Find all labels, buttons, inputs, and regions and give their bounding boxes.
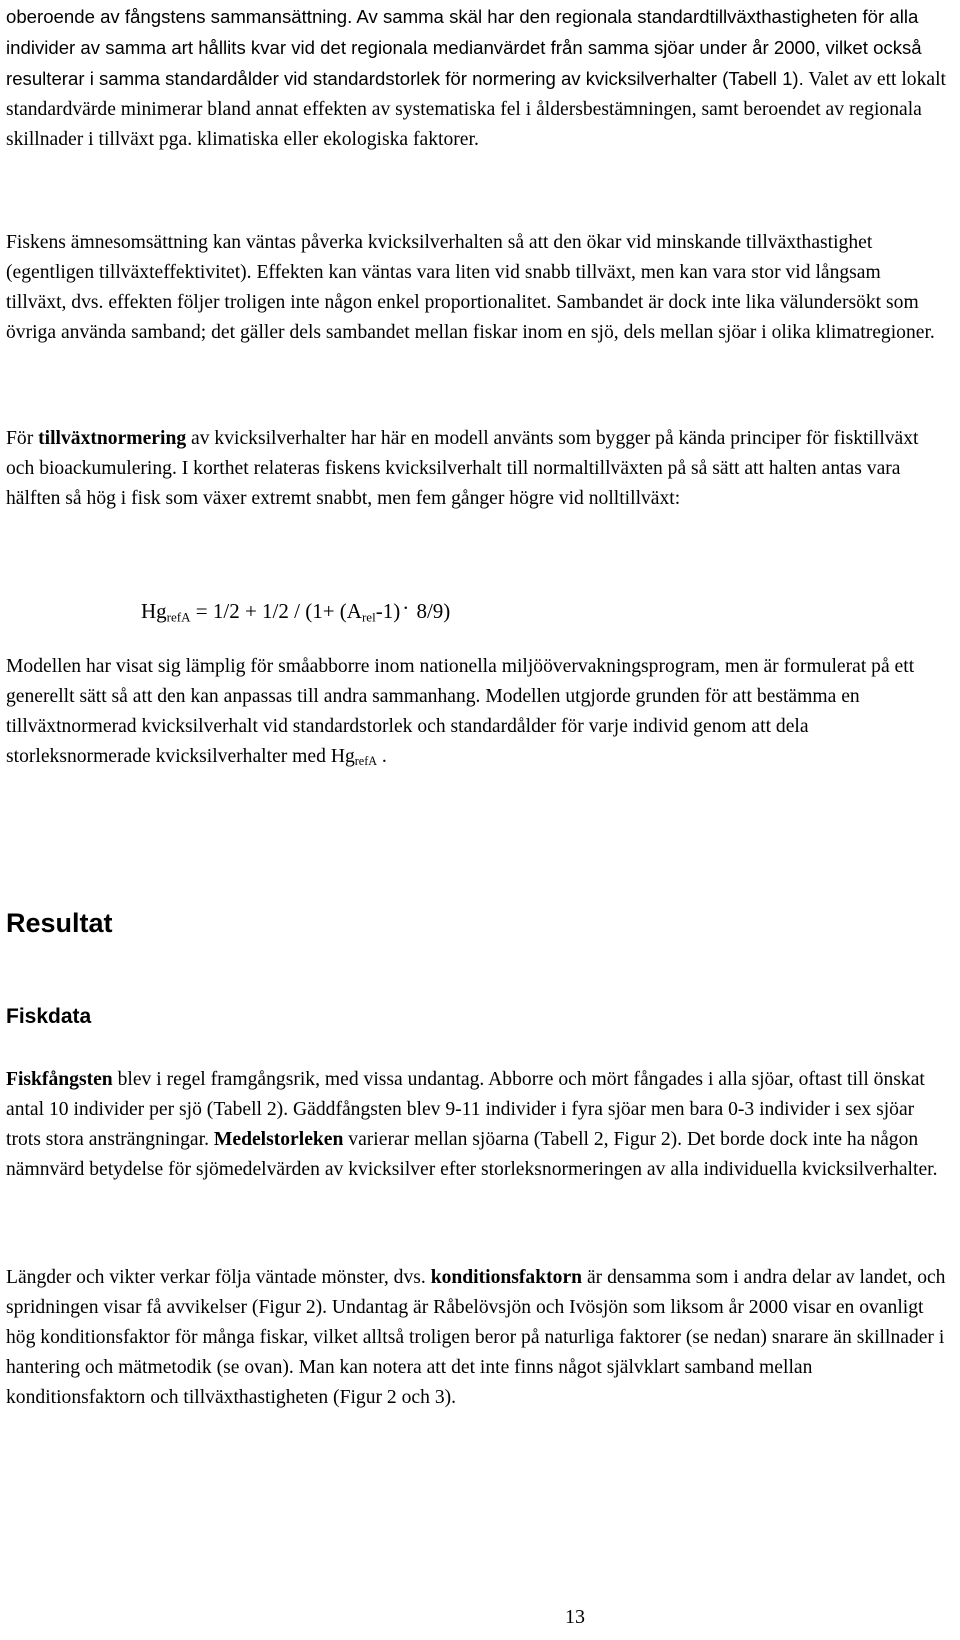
text-run: är densamma som i andra delar av landet, och spridningen visar få avvikelser (Figur 2). Undantag är Råbelövsjön och Ivösjön som liksom år 2000 visar en ovanligt hög konditionsfaktor för många fiskar, vilket alltså troligen beror på naturliga faktorer (se nedan) snarare än skillnader i hantering och mätmetodik (se ovan). Man kan notera att det inte finns något självklart samband mellan konditionsfaktorn och tillväxthastigheten (Figur 2 och 3). (6, 1267, 946, 1408)
text-run: Modellen har visat sig lämplig för småabborre inom nationella miljöövervakningsprogram, men är formulerat på ett generellt sätt så att den kan anpassas till andra sammanhang. Modellen utgjorde grunden för att bestämma en tillväxtnormerad kvicksilverhalt vid standardstorlek och standardålder för varje individ genom att dela storleksnormerade kvicksilverhalter med Hg (6, 656, 915, 767)
formula-post: -1) (375, 599, 401, 623)
paragraph-fiskfangsten (6, 1065, 946, 1185)
text-run: . (377, 746, 387, 767)
bold-term-fiskfangsten: Fiskfångsten (6, 1069, 113, 1090)
paragraph-normering-intro (6, 2, 946, 155)
paragraph-amnesomsattning: Fiskens ämnesomsättning kan väntas påverka kvicksilverhalten så att den ökar vid minskande tillväxthastighet (egentligen tillväxteffektivitet). Effekten kan väntas vara liten vid snabb tillväxt, men kan vara stor vid långsam tillväxt, dvs. effekten följer troligen inte någon enkel proportionalitet. Sambandet är dock inte lika välundersökt som övriga använda samband; det gäller dels sambandet mellan fiskar inom en sjö, dels mellan sjöar i olika klimatregioner. (6, 232, 935, 343)
paragraph-serif-run: Valet av ett lokalt standardvärde minimerar bland annat effekten av systematiska fel i åldersbestämningen, samt beroendet av regionala skillnader i tillväxt pga. klimatiska eller ekologiska faktorer. (6, 69, 946, 150)
formula-hg: Hg (141, 599, 167, 623)
formula-subscript-refa: refA (166, 609, 191, 625)
subscript-refa: refA (354, 754, 378, 769)
formula-subscript-rel: rel (361, 609, 376, 625)
bold-term-konditionsfaktorn: konditionsfaktorn (430, 1267, 583, 1288)
formula-middle: = 1/2 + 1/2 / (1+ (A (190, 599, 362, 623)
text-run: Längder och vikter verkar följa väntade mönster, dvs. (6, 1267, 431, 1288)
section-heading-resultat: Resultat (6, 908, 113, 938)
formula-end: 8/9) (411, 599, 451, 623)
formula-multiplication-dot: · (402, 596, 410, 620)
text-run: varierar mellan sjöarna (Tabell 2, Figur 2). Det borde dock inte ha någon nämnvärd betydelse för sjömedelvärden av kvicksilver efter storleksnormeringen av alla individuella kvicksilverhalter. (6, 1129, 938, 1180)
bold-term-tillvaxtnormering: tillväxtnormering (38, 428, 187, 449)
paragraph-modellen (6, 652, 946, 772)
text-run: blev i regel framgångsrik, med vissa undantag. Abborre och mört fångades i alla sjöar, oftast till önskat antal 10 individer per sjö (Tabell 2). Gäddfångsten blev 9-11 individer i fyra sjöar men bara 0-3 individer i sex sjöar trots stora ansträngningar. (6, 1069, 925, 1150)
paragraph-konditionsfaktorn (6, 1263, 946, 1413)
subsection-heading-fiskdata: Fiskdata (6, 1005, 92, 1028)
formula-hg-refa (141, 596, 450, 626)
paragraph-sans-run: oberoende av fångstens sammansättning. Av samma skäl har den regionala standardtillväxthastigheten för alla individer av samma art hållits kvar vid det regionala medianvärdet från samma sjöar under år 2000, vilket också resulterar i samma standardålder vid standardstorlek för normering av kvicksilverhalter (Tabell 1). (6, 6, 922, 89)
text-run: För (6, 428, 39, 449)
paragraph-tillvaxtnormering (6, 424, 946, 514)
page-number: 13 (565, 1606, 585, 1628)
text-run: av kvicksilverhalter har här en modell använts som bygger på kända principer för fisktillväxt och bioackumulering. I korthet relateras fiskens kvicksilverhalt till normaltillväxten på så sätt att halten antas vara hälften så hög i fisk som växer extremt snabbt, men fem gånger högre vid nolltillväxt: (6, 428, 919, 509)
bold-term-medelstorleken: Medelstorleken (213, 1129, 344, 1150)
